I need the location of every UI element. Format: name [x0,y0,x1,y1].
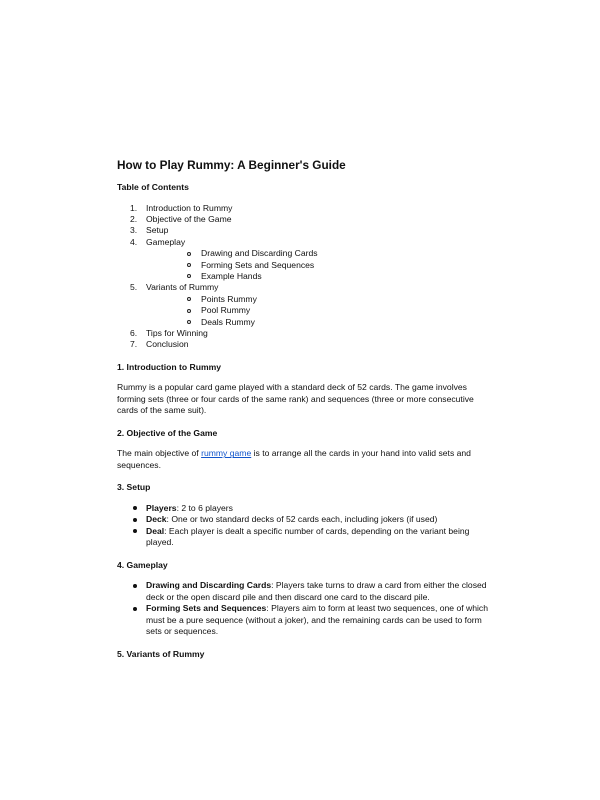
section-heading-objective: 2. Objective of the Game [117,427,218,438]
document-page [117,158,489,660]
list-item: Deck: One or two standard decks of 52 cards each, including jokers (if used) [117,514,489,526]
toc-subitem[interactable]: Example Hands [146,271,489,282]
hollow-bullet-icon [187,252,191,256]
toc-item-introduction[interactable]: 1. Introduction to Rummy [130,202,233,213]
toc-subitem[interactable]: Forming Sets and Sequences [146,260,489,271]
section-heading-introduction: 1. Introduction to Rummy [117,361,222,372]
setup-list [117,503,489,549]
toc-subitem[interactable]: Points Rummy [146,294,489,305]
document-title: How to Play Rummy: A Beginner's Guide [117,158,346,172]
section-heading-gameplay: 4. Gameplay [117,559,168,570]
bullet-icon [133,584,137,588]
section-text-introduction: Rummy is a popular card game played with a standard deck of 52 cards. The game involves forming sets (three or four cards of the same rank) and sequences (three or more consecutive cards of the same suit). [117,382,474,416]
hollow-bullet-icon [187,320,191,324]
table-of-contents [117,203,489,351]
section-heading-setup: 3. Setup [117,482,151,493]
section-text-objective: The main objective of rummy game is to arrange all the cards in your hand into valid sets and sequences. [117,448,471,470]
toc-subitem[interactable]: Pool Rummy [146,305,489,316]
gameplay-list [117,580,489,638]
hollow-bullet-icon [187,263,191,267]
bullet-icon [133,506,137,510]
toc-subitem[interactable]: Deals Rummy [146,317,489,328]
list-item: Players: 2 to 6 players [117,503,489,515]
list-item: Deal: Each player is dealt a specific number of cards, depending on the variant being played. [117,526,489,549]
bullet-icon [133,607,137,611]
toc-item-setup[interactable]: 3. Setup [130,225,169,236]
bullet-icon [133,529,137,533]
toc-item-variants[interactable]: 5. Variants of Rummy Points Rummy Pool Rummy Deals Rummy [117,282,489,328]
toc-item-tips[interactable]: 6. Tips for Winning [130,327,208,338]
rummy-game-link[interactable]: rummy game [201,448,252,459]
toc-item-objective[interactable]: 2. Objective of the Game [130,213,232,224]
toc-sublist-gameplay [146,248,489,282]
section-heading-variants: 5. Variants of Rummy [117,648,205,659]
toc-item-conclusion[interactable]: 7. Conclusion [130,339,189,350]
hollow-bullet-icon [187,274,191,278]
toc-sublist-variants [146,294,489,328]
list-item: Forming Sets and Sequences: Players aim to form at least two sequences, one of which must be a pure sequence (without a joker), and the remaining cards can be used to form sets or sequences. [117,603,489,638]
list-item: Drawing and Discarding Cards: Players take turns to draw a card from either the closed deck or the open discard pile and then discard one card to the discard pile. [117,580,489,603]
bullet-icon [133,518,137,522]
toc-heading: Table of Contents [117,182,189,192]
hollow-bullet-icon [187,309,191,313]
hollow-bullet-icon [187,297,191,301]
toc-item-gameplay[interactable]: 4. Gameplay Drawing and Discarding Cards Forming Sets and Sequences Example Hands [117,237,489,283]
toc-subitem[interactable]: Drawing and Discarding Cards [146,248,489,259]
